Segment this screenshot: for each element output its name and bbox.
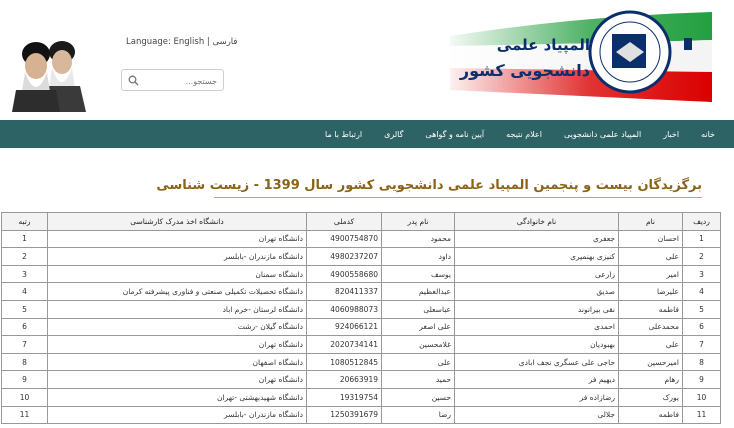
cell-university: دانشگاه لرستان -خرم اباد [48,300,307,318]
cell-father-name: داود [382,248,455,266]
cell-father-name: علی [382,353,455,371]
cell-last-name: کنیزی بهنمیری [455,248,619,266]
main-navigation [0,120,734,148]
cell-rank: 7 [2,336,48,354]
cell-first-name: امیرحسین [619,353,683,371]
cell-first-name: رهام [619,371,683,389]
cell-row-number: 6 [683,318,721,336]
cell-father-name: رضا [382,406,455,424]
nav-item-home[interactable]: خانه [701,129,715,139]
table-row [2,406,721,424]
nav-item-news[interactable]: اخبار [663,129,680,139]
table-row [2,353,721,371]
nav-item-contact[interactable]: ارتباط با ما [325,129,363,139]
site-header [0,0,734,120]
cell-university: دانشگاه تهران [48,230,307,248]
search-icon[interactable] [128,75,139,86]
table-row [2,230,721,248]
table-header-row [2,213,721,231]
cell-rank: 6 [2,318,48,336]
col-header-row-number: ردیف [683,213,721,231]
cell-row-number: 5 [683,300,721,318]
nav-item-olympiad[interactable]: المپیاد علمی دانشجویی [563,129,642,139]
cell-row-number: 4 [683,283,721,301]
search-box [121,69,224,91]
cell-rank: 11 [2,406,48,424]
logo-title-line2: دانشجویی کشور [459,61,590,80]
cell-national-id: 4980237207 [307,248,382,266]
col-header-national-id: کدملی [307,213,382,231]
cell-national-id: 4060988073 [307,300,382,318]
cell-father-name: علی اصغر [382,318,455,336]
cell-father-name: غلامحسین [382,336,455,354]
table-row [2,336,721,354]
language-persian-link[interactable]: فارسی [212,37,238,47]
cell-university: دانشگاه مازندران -بابلسر [48,248,307,266]
olympiad-logo[interactable] [440,6,712,106]
cell-national-id: 2020734141 [307,336,382,354]
cell-row-number: 10 [683,388,721,406]
nav-item-results[interactable]: اعلام نتیجه [506,129,542,139]
cell-university: دانشگاه گیلان -رشت [48,318,307,336]
cell-last-name: حاجی علی عسگری نجف ابادی [455,353,619,371]
cell-row-number: 7 [683,336,721,354]
cell-father-name: عباسعلی [382,300,455,318]
cell-university: دانشگاه تحصیلات تکمیلی صنعتی و فناوری پیشرفته کرمان [48,283,307,301]
cell-first-name: علی [619,336,683,354]
cell-rank: 3 [2,265,48,283]
cell-father-name: محمود [382,230,455,248]
col-header-father-name: نام پدر [382,213,455,231]
cell-first-name: فاطمه [619,300,683,318]
cell-first-name: یورک [619,388,683,406]
table-row [2,371,721,389]
cell-last-name: جعفری [455,230,619,248]
cell-last-name: جلالی [455,406,619,424]
cell-father-name: حسین [382,388,455,406]
cell-father-name: عبدالعظیم [382,283,455,301]
cell-father-name: یوسف [382,265,455,283]
cell-national-id: 924066121 [307,318,382,336]
cell-university: دانشگاه اصفهان [48,353,307,371]
cell-national-id: 1250391679 [307,406,382,424]
cell-national-id: 20663919 [307,371,382,389]
cell-rank: 1 [2,230,48,248]
table-row [2,283,721,301]
cell-rank: 10 [2,388,48,406]
cell-university: دانشگاه سمنان [48,265,307,283]
leaders-portrait-image [10,36,88,112]
cell-rank: 4 [2,283,48,301]
nav-item-regulations[interactable]: آیین نامه و گواهی [425,129,485,139]
cell-row-number: 11 [683,406,721,424]
cell-first-name: احسان [619,230,683,248]
language-switcher [126,37,237,47]
cell-row-number: 1 [683,230,721,248]
cell-row-number: 8 [683,353,721,371]
cell-last-name: رضازاده فر [455,388,619,406]
cell-university: دانشگاه شهیدبهشتی -تهران [48,388,307,406]
olympiad-logo-graphic [440,6,712,106]
cell-row-number: 9 [683,371,721,389]
cell-first-name: فاطمه [619,406,683,424]
col-header-university: دانشگاه اخذ مدرک کارشناسی [48,213,307,231]
table-row [2,300,721,318]
page-title: برگزیدگان بیست و پنجمین المپیاد علمی دانشجویی کشور سال 1399 - زیست شناسی [156,178,702,193]
title-divider [214,197,702,198]
nav-item-gallery[interactable]: گالری [384,129,404,139]
cell-row-number: 2 [683,248,721,266]
cell-university: دانشگاه تهران [48,336,307,354]
cell-national-id: 820411337 [307,283,382,301]
winners-table [1,212,721,424]
cell-rank: 9 [2,371,48,389]
cell-rank: 8 [2,353,48,371]
cell-university: دانشگاه تهران [48,371,307,389]
logo-title-line1: المپیاد علمی [496,36,590,54]
table-row [2,318,721,336]
cell-last-name: احمدی [455,318,619,336]
cell-national-id: 4900558680 [307,265,382,283]
cell-first-name: محمدعلی [619,318,683,336]
table-row [2,248,721,266]
language-separator: | [206,37,210,47]
cell-last-name: زارعی [455,265,619,283]
table-row [2,265,721,283]
cell-national-id: 1080512845 [307,353,382,371]
cell-national-id: 19319754 [307,388,382,406]
cell-first-name: علیرضا [619,283,683,301]
cell-row-number: 3 [683,265,721,283]
cell-last-name: دیهیم فر [455,371,619,389]
cell-father-name: حمید [382,371,455,389]
search-input[interactable] [135,73,219,89]
cell-rank: 2 [2,248,48,266]
language-english-link[interactable]: English [173,37,205,47]
col-header-rank: رتبه [2,213,48,231]
cell-last-name: نقی بیرانوند [455,300,619,318]
cell-first-name: علی [619,248,683,266]
table-row [2,388,721,406]
cell-national-id: 4900754870 [307,230,382,248]
col-header-last-name: نام خانوادگی [455,213,619,231]
cell-last-name: صدیق [455,283,619,301]
language-label: Language: [126,37,171,47]
cell-last-name: بهبودیان [455,336,619,354]
col-header-first-name: نام [619,213,683,231]
cell-rank: 5 [2,300,48,318]
cell-university: دانشگاه مازندران -بابلسر [48,406,307,424]
cell-first-name: امیر [619,265,683,283]
